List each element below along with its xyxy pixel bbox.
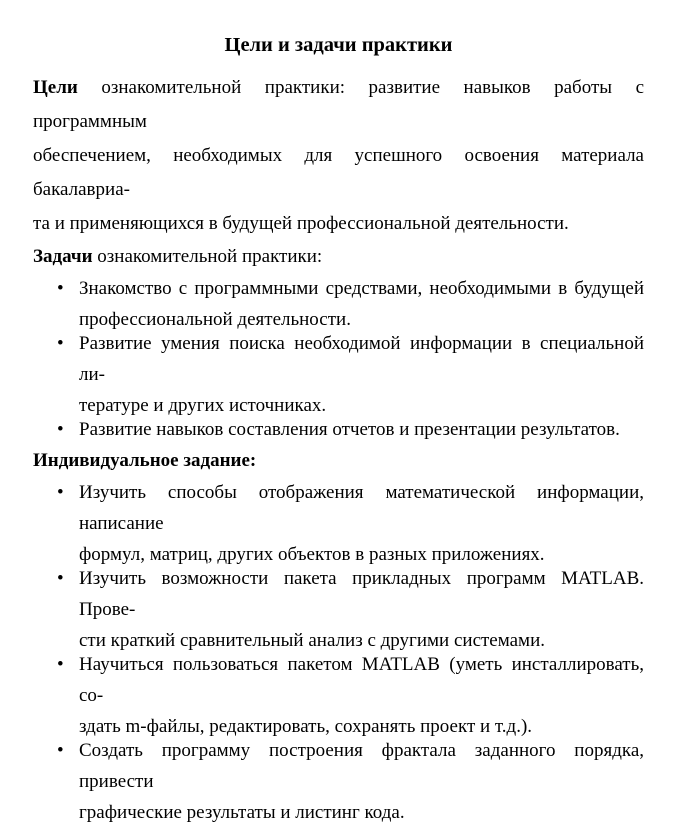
- bullet-icon: •: [57, 278, 64, 299]
- bullet-icon: •: [57, 568, 64, 589]
- list-item-line: здать m-файлы, редактировать, сохранять проект и т.д.).: [79, 716, 533, 737]
- list-item-line: тературе и других источниках.: [79, 395, 327, 416]
- list-item: [33, 273, 644, 335]
- list-item-line: Создать программу построения фрактала заданного порядка, привести: [79, 740, 644, 792]
- tasks-list: [33, 273, 644, 445]
- list-item: [33, 477, 644, 570]
- list-item-line: Научиться пользоваться пакетом MATLAB (уметь инсталлировать, со-: [79, 654, 644, 706]
- bullet-icon: •: [57, 740, 64, 761]
- goals-line-2: обеспечением, необходимых для успешного освоения материала бакалавриа-: [33, 145, 644, 200]
- list-item-line: графические результаты и листинг кода.: [79, 802, 405, 823]
- individual-list: [33, 477, 644, 828]
- bullet-icon: •: [57, 333, 64, 354]
- list-item-line: формул, матриц, других объектов в разных приложениях.: [79, 544, 545, 565]
- goals-line-1: [33, 71, 644, 139]
- tasks-heading-text: ознакомительной практики:: [92, 246, 323, 267]
- bullet-icon: •: [57, 419, 64, 440]
- document-title: Цели и задачи практики: [224, 34, 453, 56]
- goals-line-1-text: ознакомительной практики: развитие навыков работы с программным: [33, 77, 644, 132]
- individual-heading: [33, 445, 644, 477]
- list-item-line: Изучить способы отображения математической информации, написание: [79, 482, 644, 534]
- list-item-line: Изучить возможности пакета прикладных программ MATLAB. Прове-: [79, 568, 644, 620]
- goals-paragraph: [33, 71, 644, 241]
- tasks-heading: [33, 241, 644, 273]
- goals-lead-word: Цели: [33, 77, 78, 98]
- list-item-line: Знакомство с программными средствами, необходимыми в будущей: [79, 278, 644, 299]
- bullet-icon: •: [57, 482, 64, 503]
- list-item: [33, 649, 644, 742]
- bullet-icon: •: [57, 654, 64, 675]
- list-item: [33, 563, 644, 656]
- list-item-line: Развитие навыков составления отчетов и презентации результатов.: [79, 419, 620, 440]
- tasks-lead-word: Задачи: [33, 246, 93, 267]
- list-item-line: сти краткий сравнительный анализ с другими системами.: [79, 630, 546, 651]
- list-item-line: профессиональной деятельности.: [79, 309, 351, 330]
- individual-heading-text: Индивидуальное задание:: [33, 450, 257, 471]
- goals-line-3: та и применяющихся в будущей профессиональной деятельности.: [33, 213, 569, 234]
- list-item: [33, 414, 644, 445]
- list-item: [33, 328, 644, 421]
- list-item-line: Развитие умения поиска необходимой информации в специальной ли-: [79, 333, 644, 385]
- list-item: [33, 735, 644, 828]
